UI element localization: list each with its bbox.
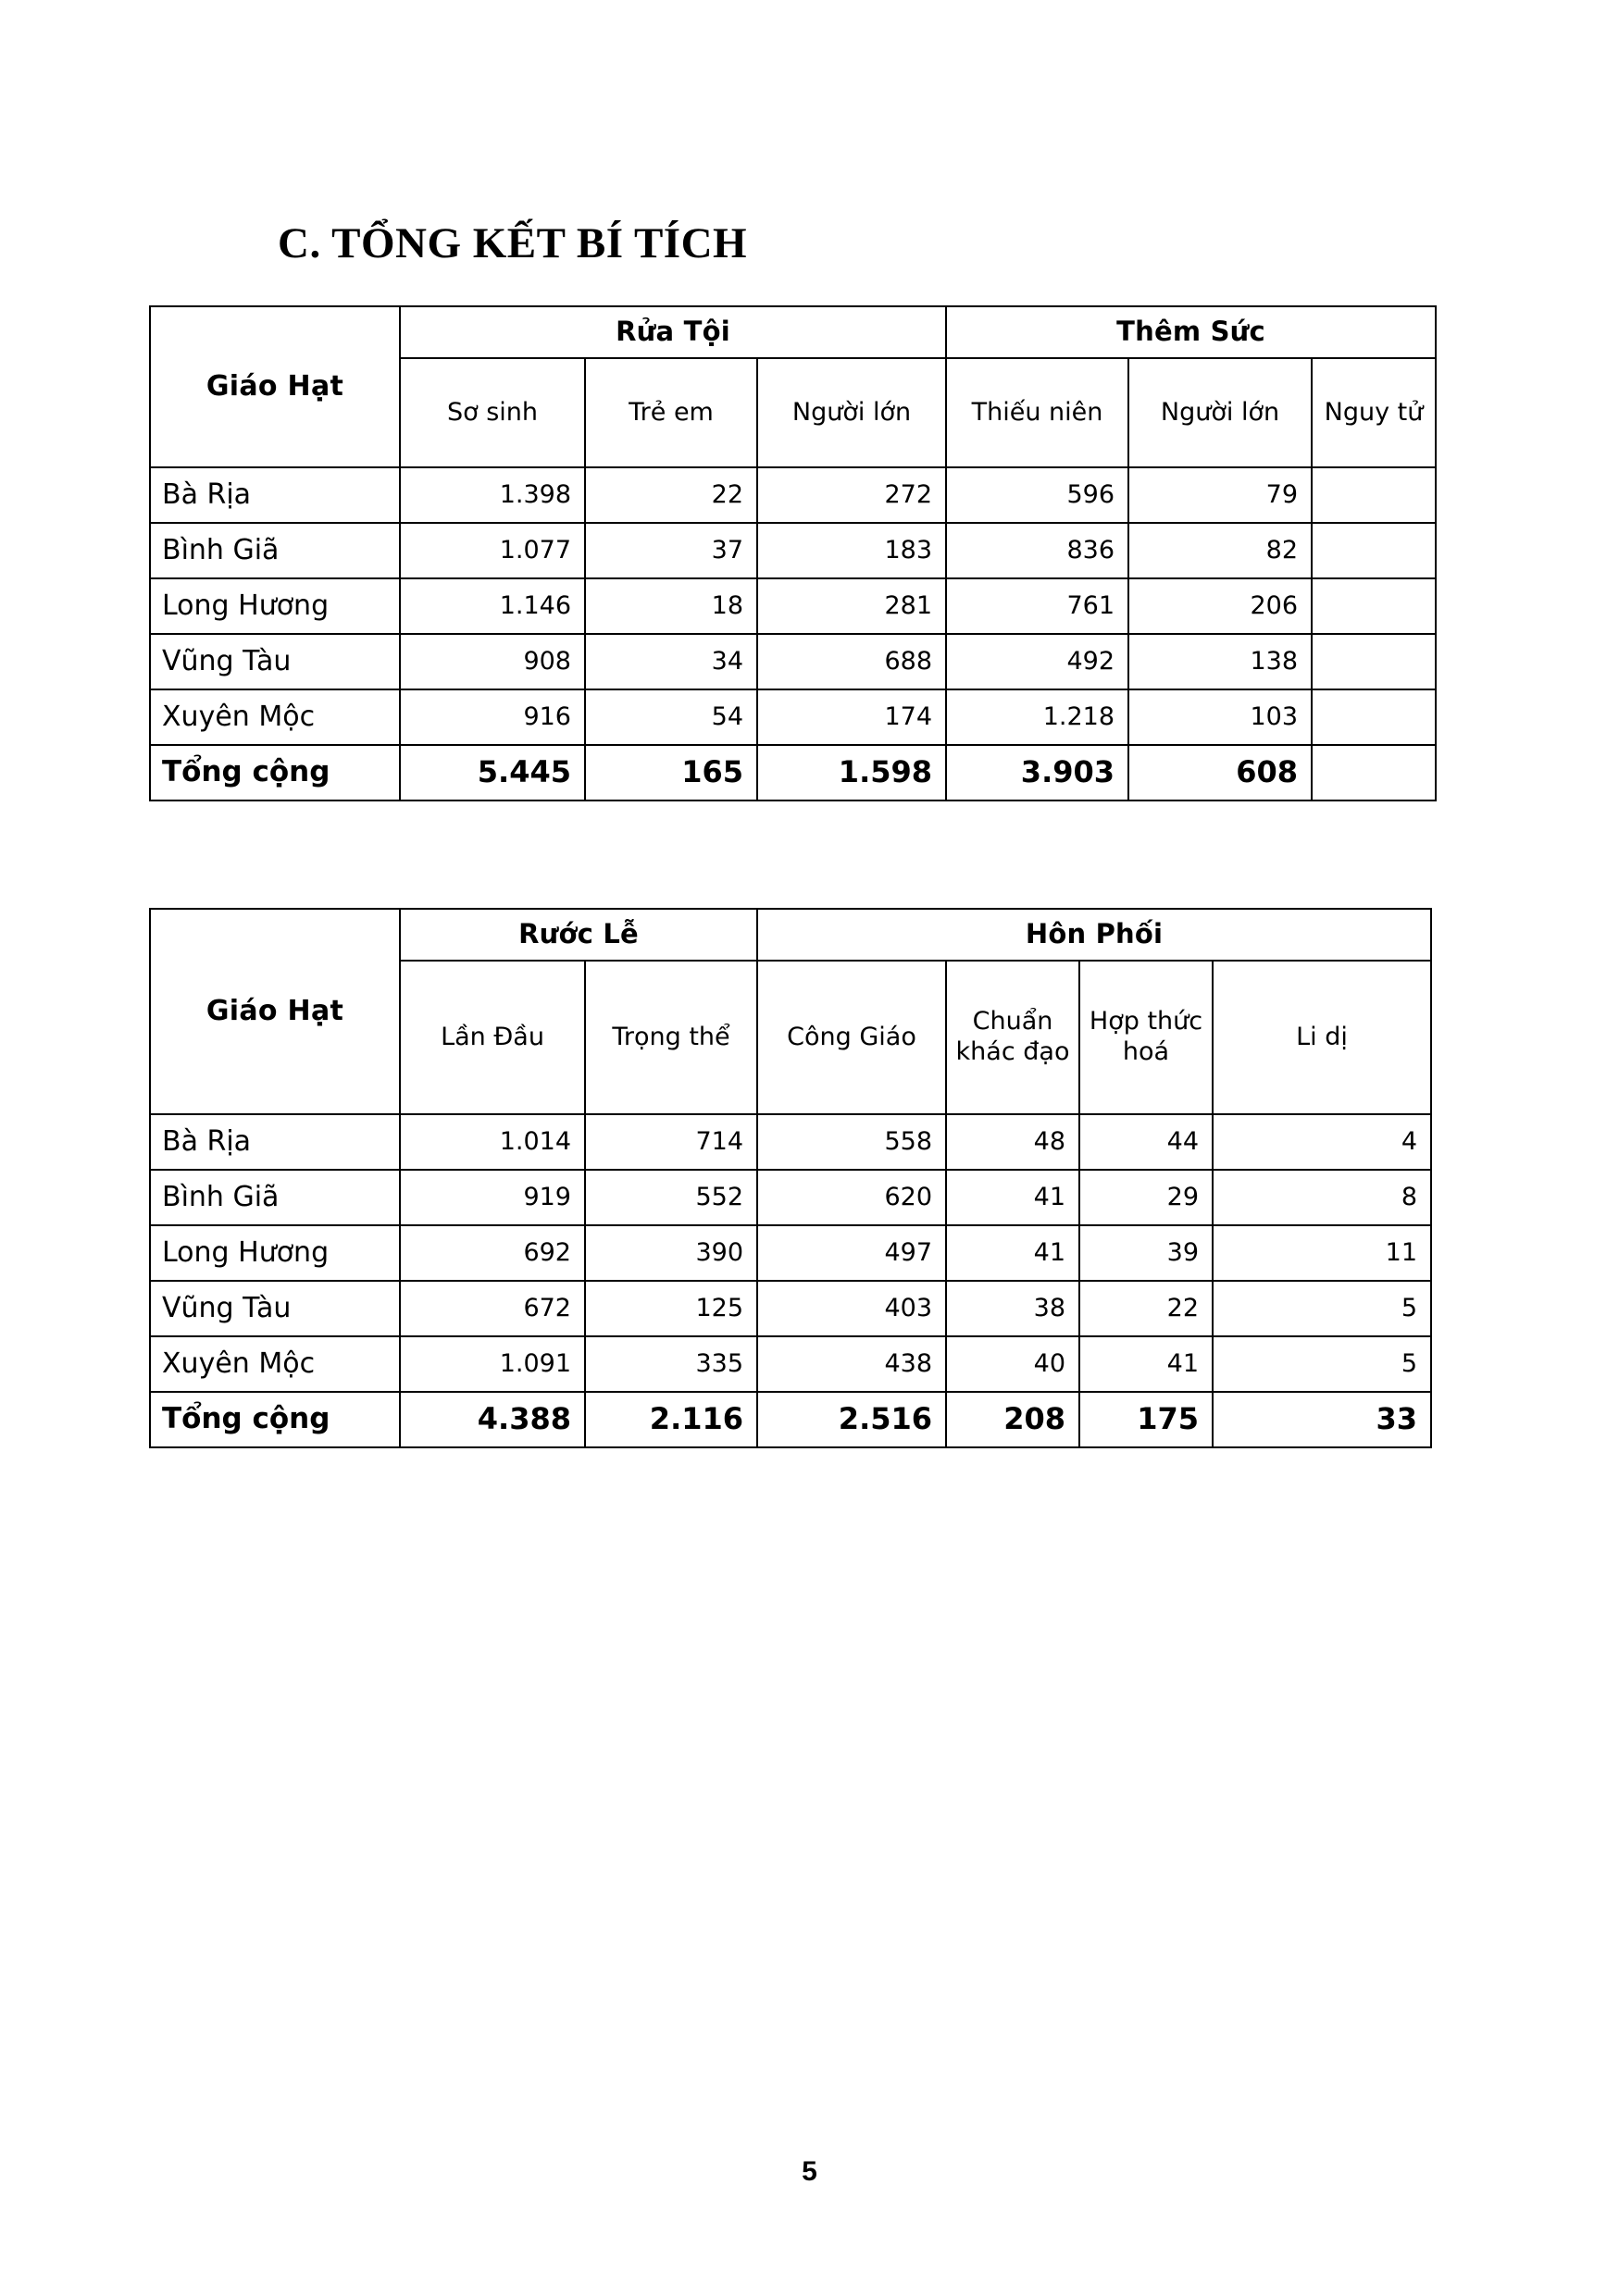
table1-row0-col4: 79 [1128,467,1312,523]
table1-group-baptism: Rửa Tội [400,306,946,358]
table2-row2-col2: 497 [757,1225,946,1281]
table2-row2-col3: 41 [946,1225,1079,1281]
table2-subheader-convalidation: Hợp thức hoá [1079,961,1213,1114]
table1-row2-col4: 206 [1128,578,1312,634]
table1-rowheader-label: Giáo Hạt [150,306,400,467]
table1-row0-col1: 22 [585,467,757,523]
table1-subheader-child: Trẻ em [585,358,757,467]
table1-total-col3: 3.903 [946,745,1128,800]
table2-row4-col4: 41 [1079,1336,1213,1392]
table1-subheader-adult-2: Người lớn [1128,358,1312,467]
table2-row0-district: Bà Rịa [150,1114,400,1170]
table2-row1-col0: 919 [400,1170,585,1225]
sacraments-table-baptism-confirmation [149,305,1437,801]
table1-total-row [150,745,1436,800]
table2-total-col2: 2.516 [757,1392,946,1447]
table-row [150,1336,1431,1392]
table2-row1-col1: 552 [585,1170,757,1225]
table1-total-label: Tổng cộng [150,745,400,800]
table2-group-marriage: Hôn Phối [757,909,1431,961]
table2-subheader-catholic: Công Giáo [757,961,946,1114]
table2-rowheader-label: Giáo Hạt [150,909,400,1114]
table2-row0-col5: 4 [1213,1114,1431,1170]
table2-row4-col2: 438 [757,1336,946,1392]
table2-subheader-mixed: Chuẩn khác đạo [946,961,1079,1114]
table-row [150,689,1436,745]
table1-row4-col5 [1312,689,1436,745]
table1-row4-district: Xuyên Mộc [150,689,400,745]
table2-row1-col5: 8 [1213,1170,1431,1225]
table1-row0-col0: 1.398 [400,467,585,523]
table1-group-confirmation: Thêm Sức [946,306,1436,358]
table1-subheader-adult: Người lớn [757,358,946,467]
table2-row3-district: Vũng Tàu [150,1281,400,1336]
table2-row3-col4: 22 [1079,1281,1213,1336]
page-number: 5 [802,2156,817,2187]
table2-row2-col5: 11 [1213,1225,1431,1281]
table1-row3-col1: 34 [585,634,757,689]
table-row [150,1281,1431,1336]
table1-row4-col0: 916 [400,689,585,745]
table1-row1-col5 [1312,523,1436,578]
table-row [150,1170,1431,1225]
table1-row1-col1: 37 [585,523,757,578]
table1-row3-district: Vũng Tàu [150,634,400,689]
table2-row2-col0: 692 [400,1225,585,1281]
table1-total-col5 [1312,745,1436,800]
table1-row2-col5 [1312,578,1436,634]
table2-row0-col2: 558 [757,1114,946,1170]
table-row [150,467,1436,523]
table2-row4-col3: 40 [946,1336,1079,1392]
table1-subheader-infant: Sơ sinh [400,358,585,467]
table2-row1-col2: 620 [757,1170,946,1225]
table1-row3-col0: 908 [400,634,585,689]
table1-total-col4: 608 [1128,745,1312,800]
table1-subheader-teen: Thiếu niên [946,358,1128,467]
table1-row2-col0: 1.146 [400,578,585,634]
table2-total-col1: 2.116 [585,1392,757,1447]
table2-row3-col3: 38 [946,1281,1079,1336]
table1-total-col1: 165 [585,745,757,800]
table2-row4-col5: 5 [1213,1336,1431,1392]
table1-row3-col2: 688 [757,634,946,689]
table-row [150,578,1436,634]
table1-row4-col3: 1.218 [946,689,1128,745]
page-title: C. TỔNG KẾT BÍ TÍCH [278,219,748,268]
table2-total-row [150,1392,1431,1447]
table1-row0-col2: 272 [757,467,946,523]
table2-row1-col3: 41 [946,1170,1079,1225]
table1-row2-district: Long Hương [150,578,400,634]
table1-row4-col2: 174 [757,689,946,745]
table1-row2-col1: 18 [585,578,757,634]
table2-row2-col1: 390 [585,1225,757,1281]
table-row [150,1114,1431,1170]
table2-row3-col5: 5 [1213,1281,1431,1336]
table1-total-col2: 1.598 [757,745,946,800]
table2-row1-col4: 29 [1079,1170,1213,1225]
table1-row1-col3: 836 [946,523,1128,578]
table-row [150,634,1436,689]
table2-row2-district: Long Hương [150,1225,400,1281]
table2-row2-col4: 39 [1079,1225,1213,1281]
table2-row0-col4: 44 [1079,1114,1213,1170]
table1-row3-col3: 492 [946,634,1128,689]
table1-row1-col0: 1.077 [400,523,585,578]
table1-row2-col2: 281 [757,578,946,634]
table1-row1-col4: 82 [1128,523,1312,578]
table2-row0-col3: 48 [946,1114,1079,1170]
table1-row4-col1: 54 [585,689,757,745]
table1-subheader-emergency: Nguy tử [1312,358,1436,467]
table1-row0-col3: 596 [946,467,1128,523]
table2-subheader-first: Lần Đầu [400,961,585,1114]
table1-row4-col4: 103 [1128,689,1312,745]
table2-row4-col0: 1.091 [400,1336,585,1392]
table2-group-communion: Rước Lễ [400,909,757,961]
table2-row0-col0: 1.014 [400,1114,585,1170]
table-row [150,1225,1431,1281]
table2-total-col4: 175 [1079,1392,1213,1447]
table1-row0-col5 [1312,467,1436,523]
sacraments-table-communion-marriage [149,908,1432,1448]
table1-row2-col3: 761 [946,578,1128,634]
table2-subheader-solemn: Trọng thể [585,961,757,1114]
table2-total-col5: 33 [1213,1392,1431,1447]
table2-row1-district: Bình Giã [150,1170,400,1225]
table-row [150,523,1436,578]
table2-row4-col1: 335 [585,1336,757,1392]
table2-row3-col1: 125 [585,1281,757,1336]
table1-group-header-row [150,306,1436,358]
table1-row3-col4: 138 [1128,634,1312,689]
table1-row1-col2: 183 [757,523,946,578]
table1-row1-district: Bình Giã [150,523,400,578]
table1-row3-col5 [1312,634,1436,689]
table2-row3-col2: 403 [757,1281,946,1336]
table2-row0-col1: 714 [585,1114,757,1170]
table2-row3-col0: 672 [400,1281,585,1336]
table2-total-label: Tổng cộng [150,1392,400,1447]
table2-row4-district: Xuyên Mộc [150,1336,400,1392]
table1-row0-district: Bà Rịa [150,467,400,523]
table2-total-col0: 4.388 [400,1392,585,1447]
table2-total-col3: 208 [946,1392,1079,1447]
table2-group-header-row [150,909,1431,961]
table1-total-col0: 5.445 [400,745,585,800]
table2-subheader-divorce: Li dị [1213,961,1431,1114]
